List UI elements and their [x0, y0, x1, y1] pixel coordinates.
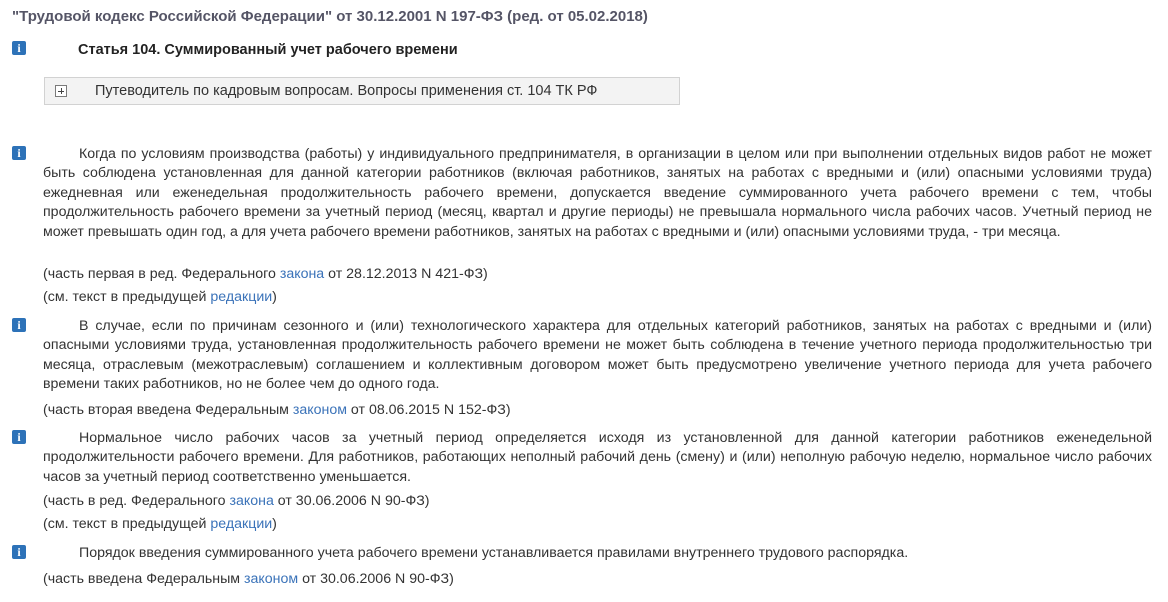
note-text: (см. текст в предыдущей: [43, 516, 211, 532]
amendment-note: [43, 570, 454, 589]
note-text: (см. текст в предыдущей: [43, 289, 211, 305]
previous-edition-note: [43, 515, 277, 534]
note-text: ): [272, 516, 277, 532]
edition-link[interactable]: редакции: [210, 516, 273, 532]
info-icon[interactable]: i: [12, 430, 26, 444]
amendment-note: [43, 492, 430, 511]
note-text: от 08.06.2015 N 152-ФЗ): [346, 402, 511, 418]
article-title: Статья 104. Суммированный учет рабочего времени: [78, 42, 458, 58]
article-paragraph: В случае, если по причинам сезонного и (или) технологического характера для отдельных категорий работников, занятых на работах с вредными и (или) опасными условиями труда, установленная продолжительность рабочего времени не может быть соблюдена в течение учетного периода продолжительностью три месяца, отраслевым (межотраслевым) соглашением и коллективным договором может быть предусмотрено увеличение учетного периода для учета рабочего времени таких работников, но не более чем до одного года.: [43, 318, 1152, 393]
law-link[interactable]: законом: [292, 402, 347, 418]
note-text: от 30.06.2006 N 90-ФЗ): [298, 571, 454, 587]
note-text: (часть вторая введена Федеральным: [43, 402, 293, 418]
note-text: (часть в ред. Федерального: [43, 493, 230, 509]
info-icon[interactable]: i: [12, 545, 26, 559]
note-text: (часть введена Федеральным: [43, 571, 244, 587]
edition-link[interactable]: редакции: [210, 289, 273, 305]
law-link[interactable]: законом: [243, 571, 299, 587]
article-paragraph: Порядок введения суммированного учета рабочего времени устанавливается правилами внутреннего трудового распорядка.: [79, 545, 909, 561]
document-title: "Трудовой кодекс Российской Федерации" от 30.12.2001 N 197-ФЗ (ред. от 05.02.2018): [12, 8, 648, 25]
amendment-note: [43, 401, 511, 420]
note-text: от 28.12.2013 N 421-ФЗ): [324, 266, 488, 282]
info-icon[interactable]: i: [12, 41, 26, 55]
previous-edition-note: [43, 288, 277, 307]
guide-label: Путеводитель по кадровым вопросам. Вопросы применения ст. 104 ТК РФ: [95, 83, 598, 99]
article-paragraph: Нормальное число рабочих часов за учетный период определяется исходя из установленной для данной категории работников еженедельной продолжительности рабочего времени. Для работников, работающих неполный рабочий день (смену) и (или) неполную рабочую неделю, нормальное число рабочих часов за учетный период соответственно уменьшается.: [43, 430, 1152, 485]
note-text: (часть первая в ред. Федерального: [43, 266, 280, 282]
law-link[interactable]: закона: [279, 266, 325, 282]
info-icon[interactable]: i: [12, 146, 26, 160]
amendment-note: [43, 265, 488, 284]
guide-expander[interactable]: [44, 77, 680, 105]
article-paragraph: Когда по условиям производства (работы) у индивидуального предпринимателя, в организации в целом или при выполнении отдельных видов работ не может быть соблюдена установленная для данной категории работников (включая работников, занятых на работах с вредными и (или) опасными условиями труда) ежедневная или еженедельная продолжительность рабочего времени, допускается введение суммированного учета рабочего времени с тем, чтобы продолжительность рабочего времени за учетный период (месяц, квартал и другие периоды) не превышала нормального числа рабочих часов. Учетный период не может превышать один год, а для учета рабочего времени работников, занятых на работах с вредными и (или) опасными условиями труда, - три месяца.: [43, 146, 1152, 240]
expand-plus-icon[interactable]: [55, 85, 67, 97]
law-link[interactable]: закона: [229, 493, 274, 509]
note-text: ): [272, 289, 277, 305]
note-text: от 30.06.2006 N 90-ФЗ): [273, 493, 430, 509]
info-icon[interactable]: i: [12, 318, 26, 332]
